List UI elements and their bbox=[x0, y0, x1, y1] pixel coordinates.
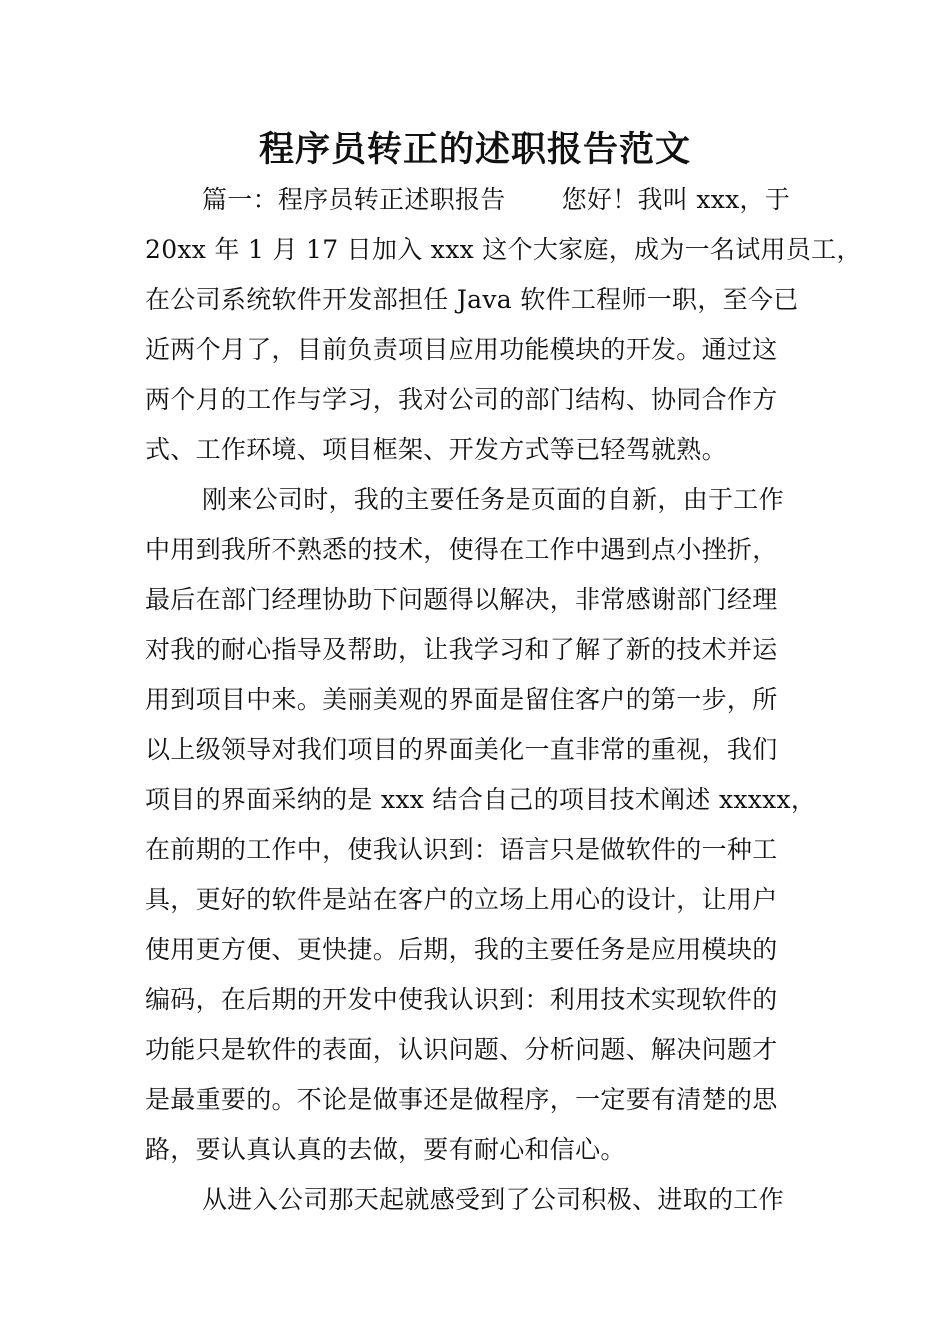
paragraph-text: 您好！我叫 xxx，于 bbox=[561, 185, 791, 214]
paragraph-line: 最后在部门经理协助下问题得以解决，非常感谢部门经理 bbox=[145, 585, 778, 614]
paragraph-line: 用到项目中来。美丽美观的界面是留住客户的第一步，所 bbox=[145, 685, 778, 714]
paragraph-line: 刚来公司时，我的主要任务是页面的自新，由于工作 bbox=[202, 485, 784, 514]
paragraph-line: 20xx 年 1 月 17 日加入 xxx 这个大家庭，成为一名试用员工， bbox=[145, 235, 862, 264]
document-title: 程序员转正的述职报告范文 bbox=[258, 129, 691, 170]
paragraph-line bbox=[202, 175, 790, 225]
paragraph-line: 路，要认真认真的去做，要有耐心和信心。 bbox=[145, 1135, 626, 1164]
section-heading: 篇一：程序员转正述职报告 bbox=[202, 185, 506, 214]
paragraph-line: 式、工作环境、项目框架、开发方式等已轻驾就熟。 bbox=[145, 435, 727, 464]
paragraph-line: 以上级领导对我们项目的界面美化一直非常的重视，我们 bbox=[145, 735, 778, 764]
paragraph-line: 两个月的工作与学习，我对公司的部门结构、协同合作方 bbox=[145, 385, 778, 414]
paragraph-line: 从进入公司那天起就感受到了公司积极、进取的工作 bbox=[202, 1185, 784, 1214]
paragraph-line: 在公司系统软件开发部担任 Java 软件工程师一职，至今已 bbox=[145, 285, 799, 314]
paragraph-line: 对我的耐心指导及帮助，让我学习和了解了新的技术并运 bbox=[145, 635, 778, 664]
paragraph-line: 项目的界面采纳的是 xxx 结合自己的项目技术阐述 xxxxx， bbox=[145, 785, 817, 814]
paragraph-line: 使用更方便、更快捷。后期，我的主要任务是应用模块的 bbox=[145, 935, 778, 964]
paragraph-line: 具，更好的软件是站在客户的立场上用心的设计，让用户 bbox=[145, 885, 778, 914]
paragraph-line: 功能只是软件的表面，认识问题、分析问题、解决问题才 bbox=[145, 1035, 778, 1064]
paragraph-line: 是最重要的。不论是做事还是做程序，一定要有清楚的思 bbox=[145, 1085, 778, 1114]
paragraph-line: 近两个月了，目前负责项目应用功能模块的开发。通过这 bbox=[145, 335, 778, 364]
paragraph-line: 中用到我所不熟悉的技术，使得在工作中遇到点小挫折， bbox=[145, 535, 778, 564]
paragraph-line: 编码，在后期的开发中使我认识到：利用技术实现软件的 bbox=[145, 985, 778, 1014]
paragraph-line: 在前期的工作中，使我认识到：语言只是做软件的一种工 bbox=[145, 835, 778, 864]
